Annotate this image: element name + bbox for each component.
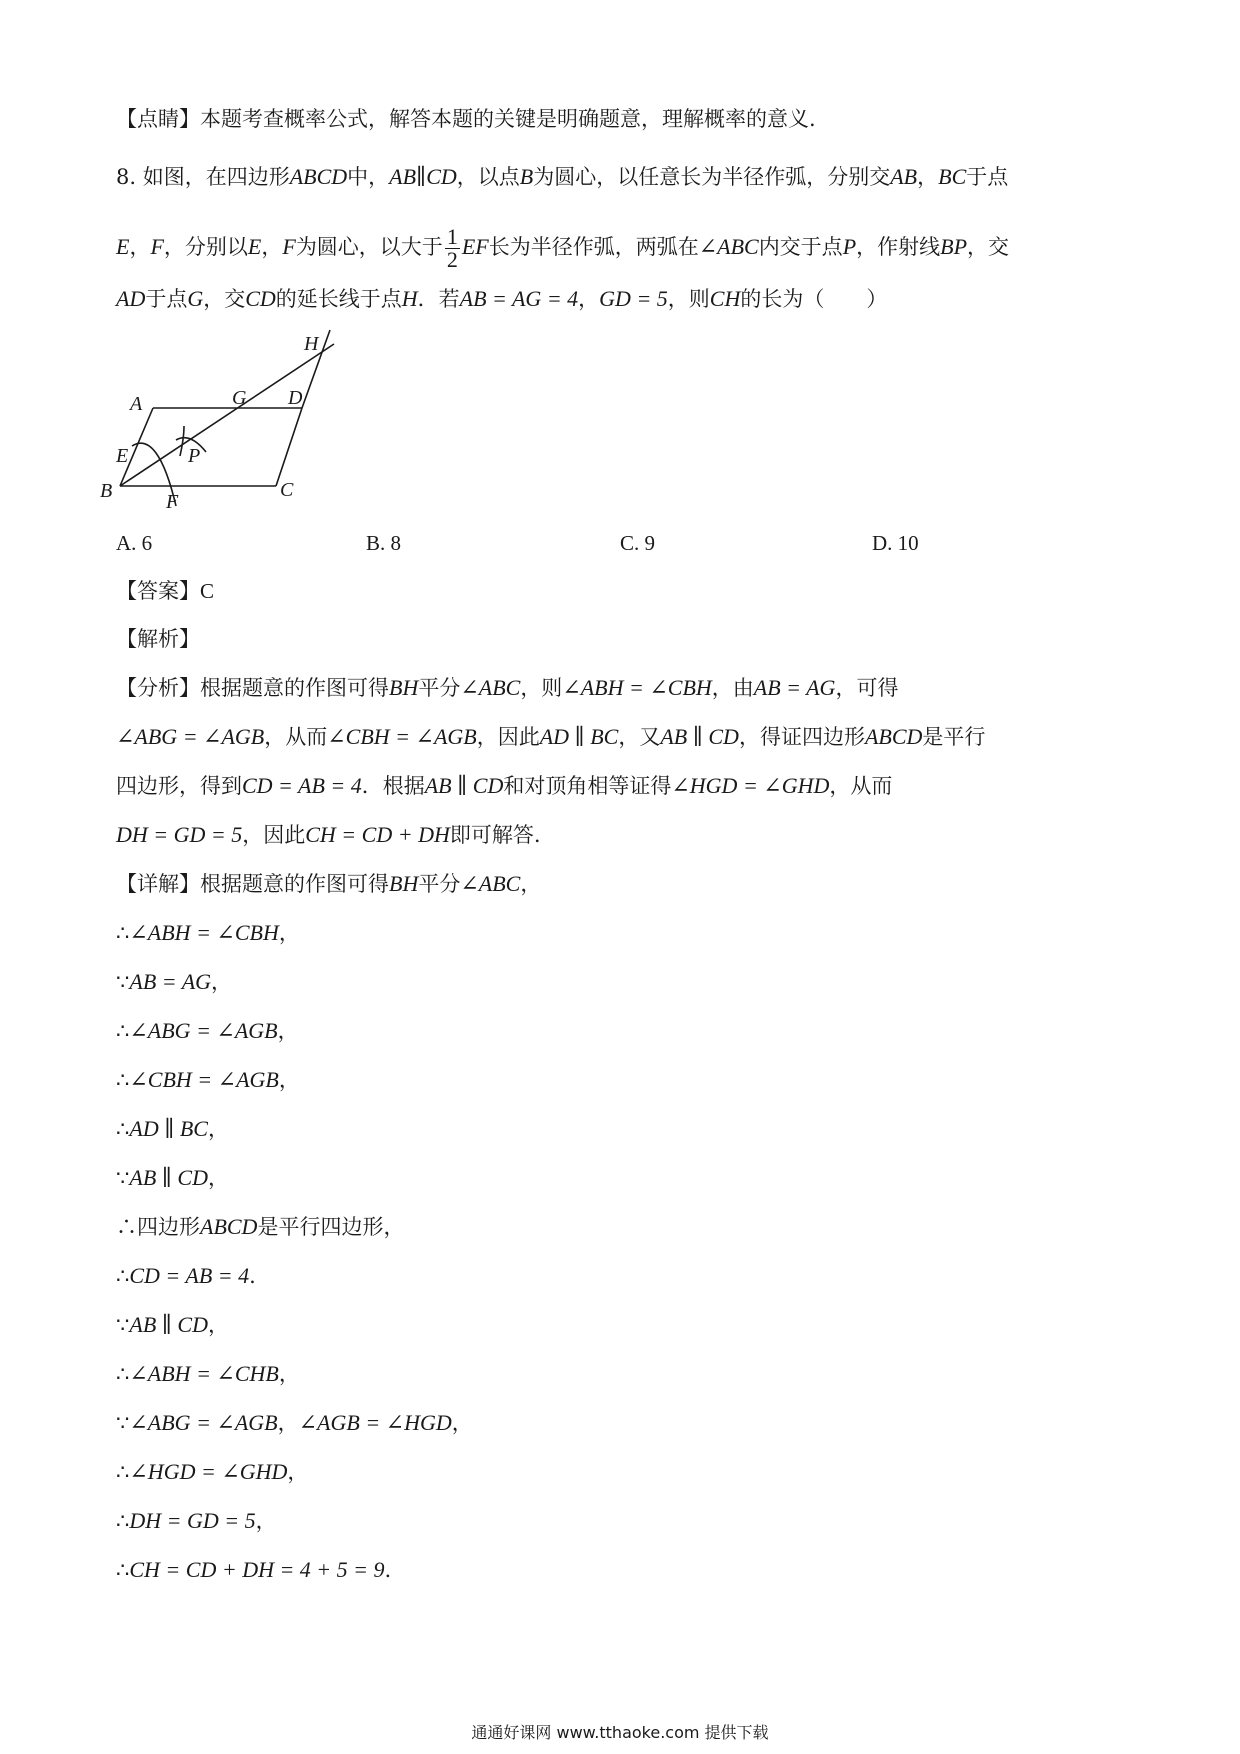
f-text: ．根据 (361, 774, 425, 798)
dianjing-line (116, 104, 816, 134)
step-math: CH = CD + DH = 4 + 5 = 9 (129, 1557, 385, 1582)
q-text: ．若 (417, 287, 460, 311)
f-text: ，因此 (242, 823, 306, 847)
label-G: G (232, 387, 247, 409)
label-F: F (166, 491, 179, 513)
proof-step (116, 967, 232, 997)
q-text: 的延长线于点 (275, 287, 402, 311)
fenxi-line-4 (116, 820, 541, 850)
q-math: CD (245, 286, 276, 311)
q-text: ，交 (203, 287, 246, 311)
f-text: 根据题意的作图可得 (200, 676, 389, 700)
step-tail-2: ， (451, 1411, 473, 1435)
step-math: AD ∥ BC (129, 1116, 208, 1141)
q-math: BP (940, 234, 968, 259)
f-math: AB ∥ CD (424, 773, 504, 798)
f-text: ，因此 (476, 725, 540, 749)
proof-step (116, 1163, 229, 1193)
q-text: ，则 (667, 287, 710, 311)
q-math: ∠ABC (698, 234, 759, 259)
step-math: ∠ABG = ∠AGB (129, 1018, 278, 1043)
q-text: 于点 (145, 287, 188, 311)
answer-value: C (200, 579, 215, 603)
step-math: DH = GD = 5 (129, 1508, 256, 1533)
x-math: BH (389, 871, 419, 896)
step-math: ∠ABH = ∠CBH (129, 920, 279, 945)
f-math: ∠ABC (460, 675, 521, 700)
jiexi-tag: 【解析】 (116, 627, 200, 651)
step-tail: 是平行四边形， (257, 1215, 405, 1239)
step-tail: . (384, 1558, 392, 1582)
q-text: 内交于点 (758, 235, 843, 259)
step-math: ∠ABG = ∠AGB (129, 1410, 278, 1435)
option-c: C. 9 (620, 531, 656, 555)
proof-step (116, 1555, 391, 1585)
q-text: 8. 如图，在四边形 (116, 165, 290, 189)
q-text: ， (261, 235, 283, 259)
f-text: 即可解答. (449, 823, 541, 847)
step-math: AB ∥ CD (129, 1312, 208, 1337)
geometry-figure (100, 330, 358, 513)
x-text: 根据题意的作图可得 (200, 872, 389, 896)
q-text: 于点 (966, 165, 1009, 189)
q-math: ABCD (289, 164, 348, 189)
f-math: AB = AG (753, 675, 836, 700)
q-math: P (842, 234, 857, 259)
q-math: CH (709, 286, 741, 311)
answer-tag: 【答案】 (116, 579, 200, 603)
proof-step (116, 1016, 299, 1046)
step-tail: . (249, 1264, 256, 1288)
x-math: ∠ABC (460, 871, 521, 896)
option-a: A. 6 (116, 531, 153, 555)
dianjing-tag: 【点睛】 (116, 107, 200, 131)
step-tail: ， (277, 1411, 299, 1435)
f-math: ∠ABH = ∠CBH (562, 675, 712, 700)
q-math: H (401, 286, 418, 311)
step-math-2: ∠AGB = ∠HGD (298, 1410, 452, 1435)
proof-step (116, 1212, 404, 1242)
proof-step (116, 1114, 229, 1144)
label-P: P (188, 445, 201, 467)
step-symbol: ∵ (116, 970, 130, 994)
x-text: 平分 (418, 872, 461, 896)
step-math: CD = AB = 4 (129, 1263, 250, 1288)
f-text: ，从而 (264, 725, 328, 749)
step-tail: ， (255, 1509, 277, 1533)
q-math: BC (938, 164, 967, 189)
f-text: ，又 (618, 725, 661, 749)
fenxi-line-2 (116, 722, 985, 752)
step-tail: ， (207, 1117, 229, 1141)
q-text: ，分别以 (163, 235, 248, 259)
ray-BP (120, 344, 334, 486)
f-text: ，则 (520, 676, 563, 700)
proof-step (116, 1261, 256, 1291)
label-E: E (116, 445, 129, 467)
step-symbol: ∴ (116, 921, 130, 945)
q-math: G (187, 286, 204, 311)
q-math: AB (890, 164, 918, 189)
q-math: GD = 5 (599, 286, 668, 311)
q-math: AD (116, 286, 146, 311)
step-tail: ， (277, 1019, 299, 1043)
f-text: ，可得 (835, 676, 899, 700)
step-tail: ， (207, 1313, 229, 1337)
step-tail: ， (207, 1166, 229, 1190)
fraction-one-half (445, 226, 460, 271)
fraction-denominator: 2 (446, 247, 458, 272)
f-math: AB ∥ CD (660, 724, 739, 749)
f-text: 是平行 (922, 725, 986, 749)
step-symbol: ∵ (116, 1313, 130, 1337)
label-H: H (304, 333, 319, 355)
f-math: DH = GD = 5 (116, 822, 243, 847)
option-d: D. 10 (872, 531, 919, 555)
q-text: ， (129, 235, 151, 259)
f-math: ABCD (864, 724, 923, 749)
q-math: B (519, 164, 534, 189)
proof-step (116, 1408, 473, 1438)
q-math: F (282, 234, 296, 259)
q-math: E (116, 234, 130, 259)
q-text: ， (917, 165, 939, 189)
q-text: 中， (347, 165, 390, 189)
fenxi-line-1 (116, 673, 898, 703)
f-text: 平分 (418, 676, 461, 700)
proof-step (116, 918, 300, 948)
step-tail: ， (278, 1068, 300, 1092)
step-symbol: ∴ (116, 1460, 130, 1484)
label-B: B (100, 480, 113, 502)
f-text: ，从而 (829, 774, 893, 798)
q-text: 为圆心，以任意长为半径作弧，分别交 (533, 165, 891, 189)
q-math: EF (461, 234, 489, 259)
q-math: F (150, 234, 164, 259)
f-math: CH = CD + DH (305, 822, 450, 847)
step-symbol: ∴ (116, 1019, 130, 1043)
step-tail: ， (211, 970, 233, 994)
q-text: 的长为（ ） (740, 287, 888, 311)
q-text: 长为半径作弧，两弧在 (488, 235, 699, 259)
option-b: B. 8 (366, 531, 402, 555)
fenxi-tag: 【分析】 (116, 676, 200, 700)
xiangjie-tag: 【详解】 (116, 872, 200, 896)
question-line-3 (116, 284, 887, 314)
f-math: CD = AB = 4 (242, 773, 362, 798)
f-math: ∠HGD = ∠GHD (671, 773, 830, 798)
step-symbol: ∵ (116, 1166, 130, 1190)
step-math: ABCD (200, 1214, 258, 1239)
step-math: AB ∥ CD (129, 1165, 208, 1190)
xiangjie-line (116, 869, 541, 899)
fenxi-line-3 (116, 771, 892, 801)
step-symbol: ∴ (116, 1215, 137, 1239)
question-line-2 (116, 222, 1009, 272)
arc-from-F (180, 426, 184, 456)
segment-DC (276, 408, 302, 486)
proof-step (116, 1310, 229, 1340)
f-text: 和对顶角相等证得 (503, 774, 672, 798)
f-text: ，由 (711, 676, 754, 700)
step-pre: 四边形 (137, 1215, 200, 1239)
proof-step (116, 1359, 300, 1389)
step-symbol: ∴ (116, 1362, 130, 1386)
label-D: D (288, 387, 303, 409)
proof-step (116, 1457, 308, 1487)
step-math: ∠HGD = ∠GHD (129, 1459, 288, 1484)
label-A: A (130, 393, 143, 415)
label-C: C (280, 479, 294, 501)
step-symbol: ∴ (116, 1068, 130, 1092)
step-symbol: ∴ (116, 1509, 130, 1533)
q-text: 为圆心，以大于 (295, 235, 443, 259)
fraction-numerator: 1 (446, 224, 458, 249)
proof-step (116, 1506, 277, 1536)
jiexi-line (116, 624, 200, 654)
q-math: E (247, 234, 262, 259)
f-text: ，得证四边形 (738, 725, 865, 749)
footer-credit: 通通好课网 www.tthaoke.com 提供下载 (471, 1723, 769, 1742)
proof-step (116, 1065, 300, 1095)
step-tail: ， (287, 1460, 309, 1484)
step-tail: ， (278, 1362, 300, 1386)
q-text: ，以点 (456, 165, 520, 189)
q-text: ，作射线 (856, 235, 941, 259)
step-symbol: ∵ (116, 1411, 130, 1435)
step-math: AB = AG (129, 969, 212, 994)
f-math: BH (389, 675, 419, 700)
f-math: AD ∥ BC (539, 724, 619, 749)
q-math: AB∥CD (389, 164, 457, 189)
q-math: AB = AG = 4 (459, 286, 579, 311)
step-math: ∠CBH = ∠AGB (129, 1067, 279, 1092)
step-tail: ， (278, 921, 300, 945)
step-math: ∠ABH = ∠CHB (129, 1361, 279, 1386)
x-text: ， (520, 872, 542, 896)
dianjing-text: 本题考查概率公式，解答本题的关键是明确题意，理解概率的意义. (200, 107, 816, 131)
step-symbol: ∴ (116, 1264, 130, 1288)
question-line-1 (116, 162, 1008, 192)
answer-line (116, 576, 214, 606)
step-symbol: ∴ (116, 1558, 130, 1582)
q-text: ，交 (967, 235, 1010, 259)
f-text: 四边形，得到 (116, 774, 242, 798)
q-text: ， (578, 287, 600, 311)
f-math: ∠ABG = ∠AGB (116, 724, 265, 749)
step-symbol: ∴ (116, 1117, 130, 1141)
f-math: ∠CBH = ∠AGB (327, 724, 477, 749)
